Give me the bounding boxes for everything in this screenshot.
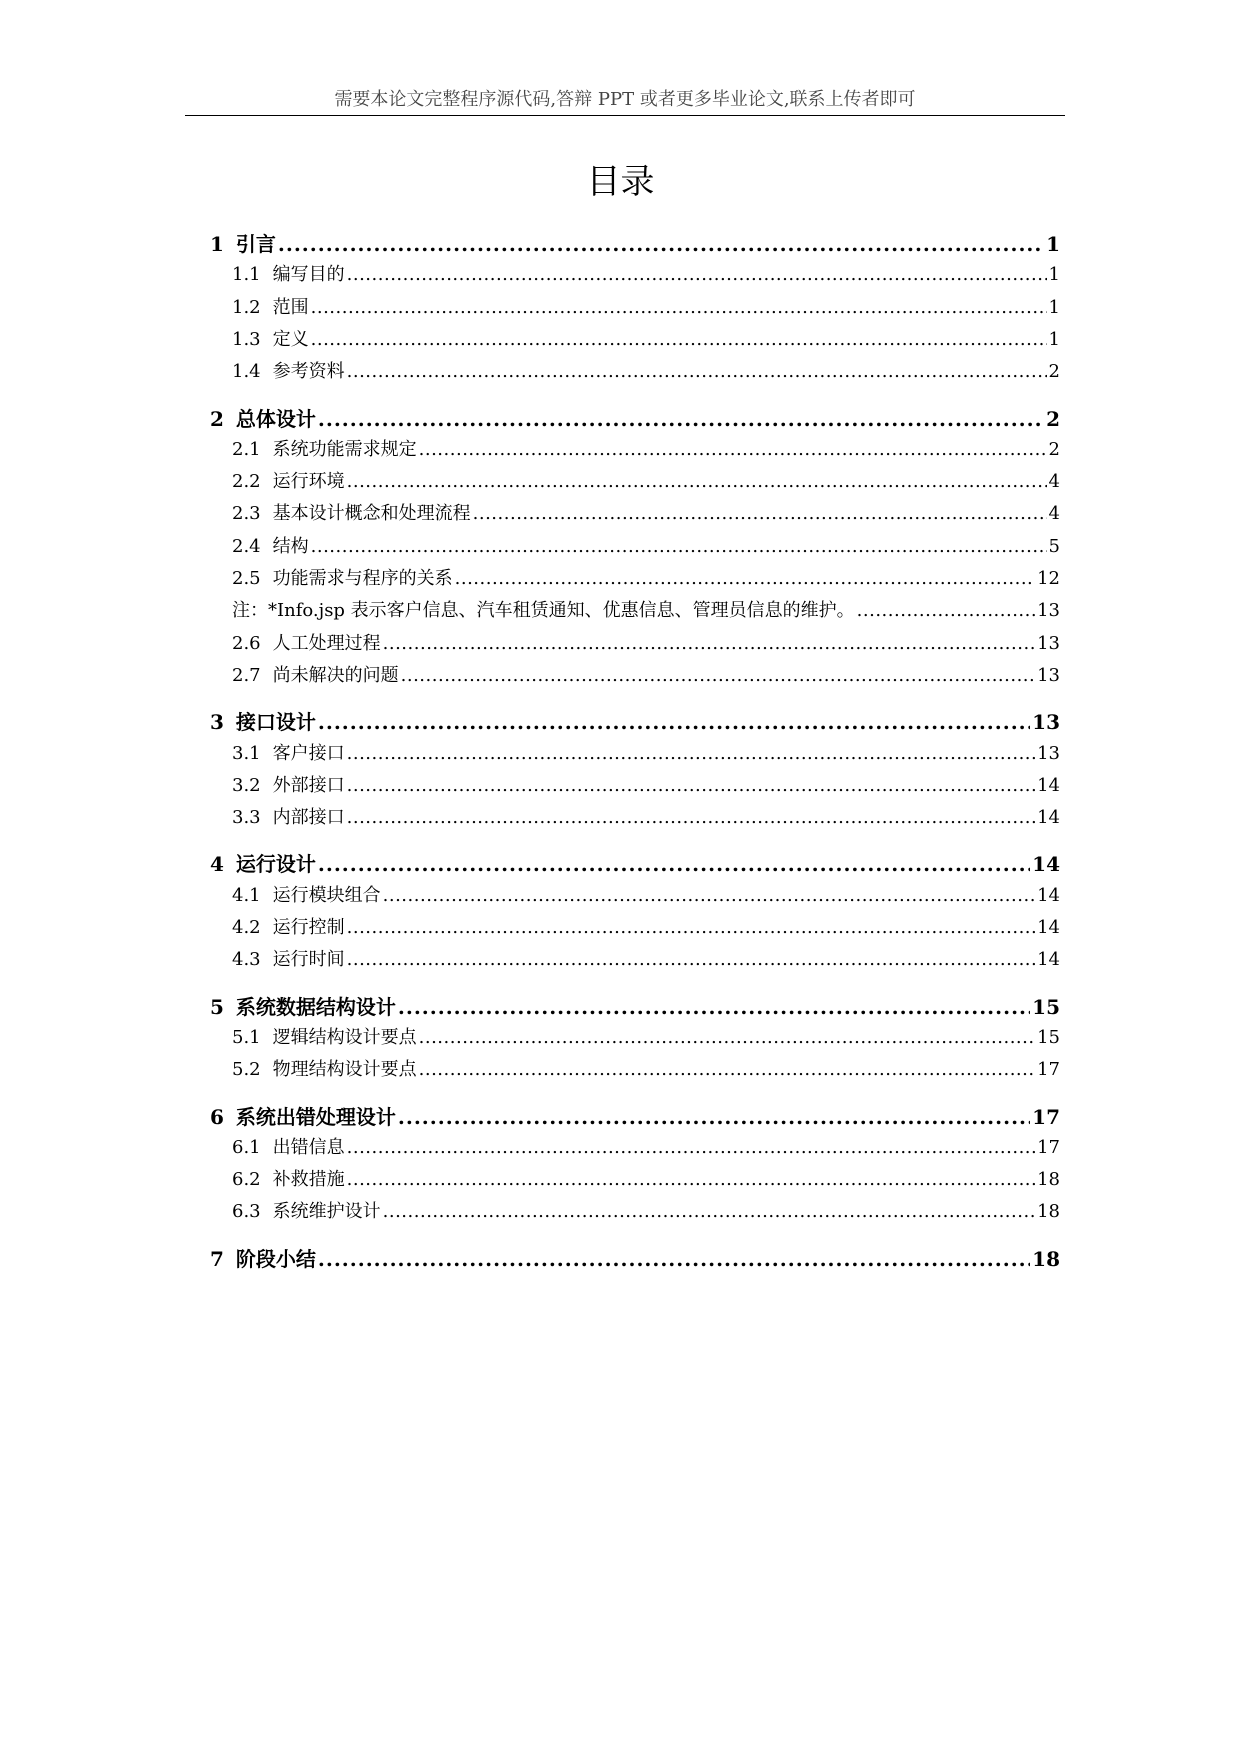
toc-chapter-entry[interactable]: [210, 1245, 1060, 1273]
toc-dot-leader: [857, 598, 1035, 624]
toc-entry-page: 15: [1032, 994, 1060, 1019]
toc-entry-title: 人工处理过程: [272, 632, 381, 654]
toc-section-entry[interactable]: [210, 947, 1060, 973]
toc-dot-leader: [383, 631, 1035, 657]
toc-entry-number: 1.4: [232, 361, 261, 383]
toc-section-entry[interactable]: [210, 663, 1060, 689]
toc-entry-title: 结构: [272, 535, 309, 557]
toc-entry-title: 系统维护设计: [272, 1201, 381, 1223]
toc-entry-number: 4.2: [232, 917, 261, 938]
toc-entry-title: 运行控制: [272, 917, 345, 938]
toc-entry-number: 4.1: [232, 884, 261, 906]
toc-dot-leader: [347, 469, 1047, 495]
toc-entry-page: 5: [1048, 535, 1060, 557]
toc-entry-page: 4: [1048, 471, 1060, 493]
toc-entry-title: 运行模块组合: [272, 884, 381, 906]
toc-entry-title: 基本设计概念和处理流程: [272, 503, 471, 525]
toc-entry-number: 4.3: [232, 949, 261, 971]
header-rule: [185, 115, 1065, 116]
toc-section-entry[interactable]: [210, 437, 1060, 463]
toc-dot-leader: [455, 566, 1035, 592]
toc-section-entry[interactable]: [210, 1167, 1060, 1193]
toc-entry-number: 2.2: [232, 471, 261, 493]
toc-section-entry[interactable]: [210, 883, 1060, 909]
toc-entry-number: 2.1: [232, 438, 261, 460]
toc-entry-page: 17: [1037, 1059, 1060, 1081]
toc-entry-title: 系统出错处理设计: [235, 1104, 396, 1129]
toc-dot-leader: [318, 1245, 1030, 1273]
toc-entry-page: 14: [1032, 852, 1060, 877]
toc-entry-title: 出错信息: [272, 1136, 345, 1158]
toc-chapter-entry[interactable]: [210, 1103, 1060, 1131]
toc-entry-title: 功能需求与程序的关系: [272, 568, 453, 589]
toc-entry-title: 阶段小结: [235, 1246, 316, 1271]
toc-entry-number: 2.6: [232, 632, 261, 654]
toc-entry-title: 逻辑结构设计要点: [272, 1026, 417, 1048]
toc-chapter-entry[interactable]: [210, 850, 1060, 878]
page-header: 需要本论文完整程序源代码,答辩 PPT 或者更多毕业论文,联系上传者即可: [334, 89, 916, 110]
toc-section-entry[interactable]: [210, 1135, 1060, 1161]
toc-dot-leader: [311, 295, 1047, 321]
toc-dot-leader: [419, 1057, 1035, 1083]
toc-dot-leader: [473, 501, 1047, 527]
toc-chapter-entry[interactable]: [210, 708, 1060, 736]
toc-entry-number: 2: [210, 406, 224, 431]
toc-dot-leader: [347, 1135, 1035, 1161]
toc-chapter-entry[interactable]: [210, 993, 1060, 1021]
toc-dot-leader: [318, 708, 1030, 736]
toc-dot-leader: [311, 534, 1047, 560]
toc-dot-leader: [347, 773, 1035, 799]
toc-entry-title: 补救措施: [272, 1169, 345, 1191]
toc-dot-leader: [347, 262, 1047, 288]
toc-entry-number: 1.2: [232, 296, 261, 318]
toc-dot-leader: [419, 437, 1047, 463]
toc-dot-leader: [398, 993, 1030, 1021]
toc-dot-leader: [318, 850, 1030, 878]
toc-entry-title: 范围: [272, 296, 309, 318]
toc-section-entry[interactable]: [210, 1057, 1060, 1083]
toc-entry-number: 5.2: [232, 1059, 261, 1081]
toc-entry-title: 引言: [235, 232, 276, 256]
toc-entry-page: 4: [1048, 503, 1060, 525]
toc-section-entry[interactable]: [210, 1025, 1060, 1051]
toc-entry-page: 13: [1037, 664, 1060, 686]
toc-entry-page: 1: [1048, 264, 1060, 286]
toc-entry-title: 尚未解决的问题: [272, 664, 399, 686]
toc-entry-number: 4: [210, 852, 224, 877]
toc-entry-number: 3.1: [232, 742, 261, 764]
toc-entry-number: 2.7: [232, 664, 261, 686]
toc-entry-page: 13: [1037, 742, 1060, 764]
toc-dot-leader: [347, 805, 1035, 831]
toc-entry-title: 物理结构设计要点: [272, 1059, 417, 1081]
toc-entry-page: 18: [1037, 1169, 1060, 1191]
toc-entry-page: 12: [1037, 568, 1060, 589]
toc-entry-number: 3.3: [232, 807, 261, 829]
toc-entry-title: 定义: [272, 328, 309, 350]
toc-entry-number: 2.5: [232, 568, 261, 589]
toc-entry-page: 15: [1037, 1026, 1060, 1048]
toc-entry-title: 参考资料: [272, 361, 345, 383]
toc-entry-title: 接口设计: [235, 710, 316, 735]
toc-section-entry[interactable]: [210, 805, 1060, 831]
toc-entry-page: 2: [1048, 438, 1060, 460]
toc-entry-title: 编写目的: [272, 264, 345, 286]
toc-entry-page: 17: [1037, 1136, 1060, 1158]
toc-entry-number: 6.1: [232, 1136, 261, 1158]
toc-section-entry[interactable]: [210, 501, 1060, 527]
toc-section-entry[interactable]: [210, 262, 1060, 288]
toc-entry-title: 外部接口: [272, 774, 345, 796]
toc-entry-number: 5.1: [232, 1026, 261, 1048]
toc-dot-leader: [383, 1199, 1035, 1225]
toc-entry-page: 13: [1032, 710, 1060, 735]
toc-section-entry[interactable]: [210, 1199, 1060, 1225]
toc-entry-number: 5: [210, 994, 224, 1019]
toc-entry-title: 注：*Info.jsp 表示客户信息、汽车租赁通知、优惠信息、管理员信息的维护。: [232, 600, 855, 622]
toc-entry-page: 17: [1032, 1104, 1060, 1129]
toc-entry-page: 2: [1048, 361, 1060, 383]
toc-dot-leader: [347, 359, 1047, 385]
toc-section-entry[interactable]: [210, 534, 1060, 560]
toc-chapter-entry[interactable]: [210, 230, 1060, 258]
toc-entry-page: 1: [1046, 232, 1060, 256]
toc-entry-page: 2: [1046, 406, 1060, 431]
toc-entry-page: 14: [1037, 917, 1060, 938]
toc-entry-number: 7: [210, 1246, 224, 1271]
toc-entry-number: 1.3: [232, 328, 261, 350]
toc-dot-leader: [347, 915, 1035, 941]
toc-section-entry[interactable]: [210, 598, 1060, 624]
toc-entry-title: 总体设计: [235, 406, 316, 431]
toc-section-entry[interactable]: [210, 741, 1060, 767]
toc-entry-page: 14: [1037, 884, 1060, 906]
toc-dot-leader: [398, 1103, 1030, 1131]
toc-entry-page: 1: [1048, 328, 1060, 350]
toc-dot-leader: [419, 1025, 1035, 1051]
toc-entry-title: 运行设计: [235, 852, 316, 877]
page-title: 目录: [586, 162, 655, 202]
toc-entry-page: 18: [1037, 1201, 1060, 1223]
toc-dot-leader: [383, 883, 1035, 909]
toc-section-entry[interactable]: [210, 469, 1060, 495]
toc-entry-title: 运行环境: [272, 471, 345, 493]
toc-entry-page: 14: [1037, 807, 1060, 829]
toc-entry-page: 13: [1037, 632, 1060, 654]
toc-entry-number: 2.3: [232, 503, 261, 525]
toc-entry-page: 18: [1032, 1246, 1060, 1271]
toc-section-entry[interactable]: [210, 359, 1060, 385]
toc-dot-leader: [347, 1167, 1035, 1193]
toc-entry-title: 内部接口: [272, 807, 345, 829]
toc-entry-number: 3.2: [232, 774, 261, 796]
toc-section-entry[interactable]: [210, 327, 1060, 353]
toc-section-entry[interactable]: [210, 773, 1060, 799]
toc-entry-number: 3: [210, 710, 224, 735]
toc-dot-leader: [401, 663, 1035, 689]
toc-entry-page: 1: [1048, 296, 1060, 318]
toc-entry-page: 13: [1037, 600, 1060, 622]
toc-entry-number: 1: [210, 232, 224, 256]
toc-entry-page: 14: [1037, 774, 1060, 796]
toc-entry-number: 2.4: [232, 535, 261, 557]
toc-entry-number: 6.3: [232, 1201, 261, 1223]
toc-dot-leader: [347, 947, 1035, 973]
toc-entry-page: 14: [1037, 949, 1060, 971]
toc-entry-title: 系统功能需求规定: [272, 438, 417, 460]
toc-section-entry[interactable]: [210, 631, 1060, 657]
toc-entry-title: 系统数据结构设计: [235, 994, 396, 1019]
toc-dot-leader: [318, 405, 1044, 433]
toc-entry-title: 客户接口: [272, 742, 345, 764]
toc-chapter-entry[interactable]: [210, 405, 1060, 433]
toc-dot-leader: [311, 327, 1047, 353]
toc-entry-number: 6.2: [232, 1169, 261, 1191]
toc-entry-title: 运行时间: [272, 949, 345, 971]
toc-dot-leader: [278, 230, 1044, 258]
toc-entry-number: 1.1: [232, 264, 261, 286]
toc-section-entry[interactable]: [210, 295, 1060, 321]
toc-section-entry[interactable]: [210, 915, 1060, 941]
toc-dot-leader: [347, 741, 1035, 767]
toc-section-entry[interactable]: [210, 566, 1060, 592]
toc-entry-number: 6: [210, 1104, 224, 1129]
